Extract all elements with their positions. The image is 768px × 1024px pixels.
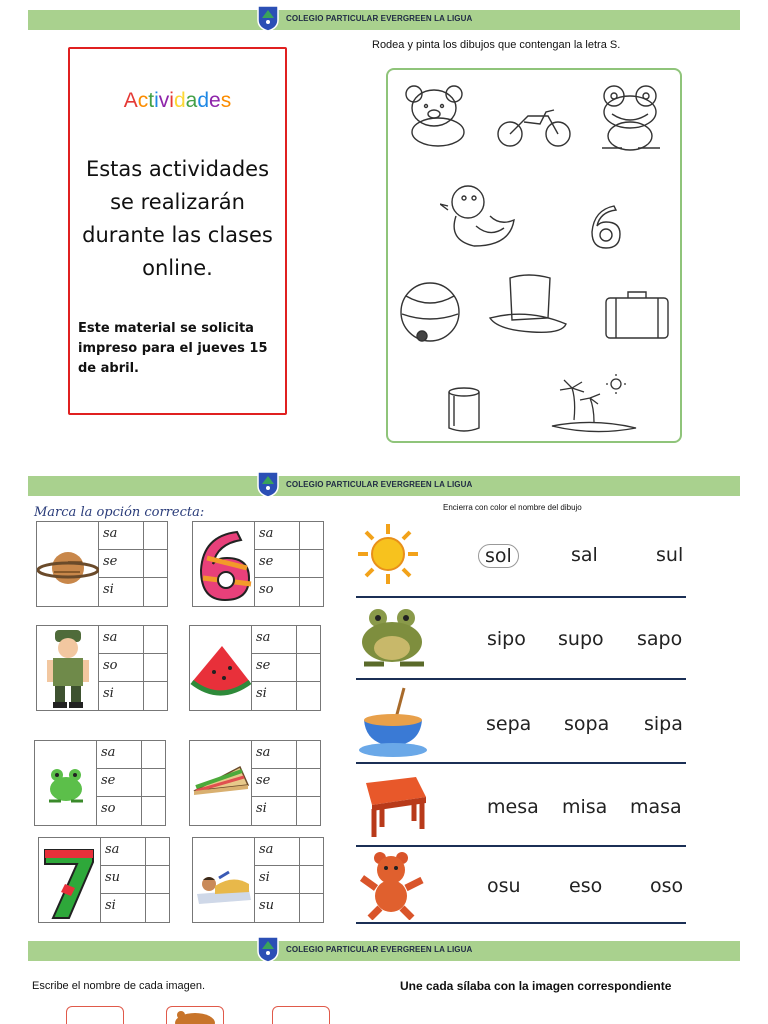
syllable-option: se bbox=[256, 773, 271, 788]
bear-icon bbox=[402, 82, 476, 148]
number-six-icon bbox=[584, 200, 628, 254]
can-icon bbox=[446, 386, 482, 434]
suitcase-icon bbox=[604, 290, 670, 340]
syllable-option: se bbox=[103, 554, 118, 569]
syllable-card bbox=[36, 521, 168, 607]
syllable-card bbox=[34, 740, 166, 826]
school-banner bbox=[28, 476, 740, 496]
syllable-option: sa bbox=[103, 526, 118, 541]
school-name: COLEGIO PARTICULAR EVERGREEN LA LIGUA bbox=[286, 480, 473, 489]
divider bbox=[356, 678, 686, 680]
circle-instruction: Rodea y pinta los dibujos que contengan la letra S. bbox=[372, 39, 621, 51]
syllable-option: so bbox=[101, 801, 116, 816]
title-letter: d bbox=[173, 89, 186, 112]
answer-box[interactable] bbox=[143, 626, 167, 653]
syllable-option: se bbox=[101, 773, 116, 788]
school-banner bbox=[28, 941, 740, 961]
syllable-option: si bbox=[103, 686, 114, 701]
circle-word-instruction: Encierra con color el nombre del dibujo bbox=[443, 503, 582, 512]
syllable-card bbox=[189, 625, 321, 711]
frog-icon bbox=[598, 82, 664, 152]
syllable-option: sa bbox=[105, 842, 120, 857]
hat-icon bbox=[488, 272, 568, 338]
mark-option-instruction: Marca la opción correcta: bbox=[34, 505, 205, 520]
syllable-option: su bbox=[105, 870, 121, 885]
answer-box[interactable] bbox=[299, 894, 323, 922]
syllable-option: se bbox=[259, 554, 274, 569]
school-crest-icon bbox=[256, 935, 280, 963]
word-option[interactable]: sipo bbox=[487, 628, 526, 650]
word-option[interactable]: sapo bbox=[637, 628, 683, 650]
answer-box[interactable] bbox=[296, 797, 320, 825]
answer-box[interactable] bbox=[143, 550, 167, 577]
syllable-option: si bbox=[256, 686, 267, 701]
table-icon bbox=[356, 773, 428, 843]
word-option[interactable]: supo bbox=[558, 628, 604, 650]
title-letter: v bbox=[158, 89, 170, 112]
pictures-frame bbox=[386, 68, 682, 443]
syllable-card bbox=[192, 521, 324, 607]
word-row bbox=[356, 516, 686, 598]
syllable-option: se bbox=[256, 658, 271, 673]
title-letter: a bbox=[185, 89, 198, 112]
syllable-option: si bbox=[259, 870, 270, 885]
word-option[interactable]: osu bbox=[487, 875, 521, 897]
answer-box[interactable] bbox=[296, 626, 320, 653]
word-option[interactable]: masa bbox=[630, 796, 682, 818]
syllable-option: sa bbox=[259, 526, 274, 541]
notice-title bbox=[70, 89, 285, 113]
syllable-option: sa bbox=[103, 630, 118, 645]
answer-box[interactable] bbox=[143, 654, 167, 681]
answer-box[interactable] bbox=[141, 769, 165, 796]
answer-box[interactable] bbox=[141, 797, 165, 825]
syllable-option: si bbox=[103, 582, 114, 597]
soldier-icon bbox=[37, 626, 99, 710]
answer-box[interactable] bbox=[299, 866, 323, 893]
notice-body: Estas actividades se realizarán durante las clases online. bbox=[82, 157, 273, 280]
frog-icon bbox=[35, 741, 97, 825]
answer-box[interactable] bbox=[296, 769, 320, 796]
title-letter: e bbox=[209, 89, 221, 112]
ball-icon bbox=[398, 280, 462, 344]
word-row bbox=[356, 598, 686, 680]
syllable-option: si bbox=[256, 801, 267, 816]
answer-box[interactable] bbox=[143, 578, 167, 606]
syllable-option: sa bbox=[101, 745, 116, 760]
title-letter: d bbox=[197, 89, 210, 112]
title-letter: c bbox=[137, 89, 149, 112]
syllable-option: so bbox=[103, 658, 118, 673]
activities-notice bbox=[68, 47, 287, 415]
title-letter: i bbox=[154, 89, 159, 112]
number-seven-icon bbox=[39, 838, 101, 922]
island-icon bbox=[550, 370, 638, 436]
word-option[interactable]: sal bbox=[571, 544, 598, 566]
answer-box[interactable] bbox=[141, 741, 165, 768]
sleeping-boy-icon bbox=[193, 838, 255, 922]
word-row bbox=[356, 840, 686, 922]
answer-box[interactable] bbox=[145, 838, 169, 865]
title-letter: t bbox=[148, 89, 155, 112]
word-row bbox=[356, 765, 686, 847]
school-crest-icon bbox=[256, 4, 280, 32]
match-syllable-instruction: Une cada sílaba con la imagen correspondiente bbox=[400, 979, 672, 993]
motorcycle-icon bbox=[496, 100, 574, 150]
title-letter: A bbox=[123, 89, 138, 112]
word-option[interactable]: sol bbox=[478, 544, 519, 568]
soup-bowl-icon bbox=[356, 686, 430, 760]
syllable-card bbox=[38, 837, 170, 923]
syllable-option: sa bbox=[259, 842, 274, 857]
answer-box[interactable] bbox=[145, 894, 169, 922]
syllable-card bbox=[189, 740, 321, 826]
word-option[interactable]: misa bbox=[562, 796, 608, 818]
school-banner bbox=[28, 10, 740, 30]
answer-box[interactable] bbox=[299, 578, 323, 606]
school-name: COLEGIO PARTICULAR EVERGREEN LA LIGUA bbox=[286, 14, 473, 23]
sandwich-icon bbox=[190, 741, 252, 825]
title-letter: i bbox=[169, 89, 174, 112]
answer-box[interactable] bbox=[296, 741, 320, 768]
word-option[interactable]: mesa bbox=[487, 796, 539, 818]
divider bbox=[356, 922, 686, 924]
syllable-card bbox=[192, 837, 324, 923]
answer-box[interactable] bbox=[299, 522, 323, 549]
bear-icon bbox=[167, 1007, 223, 1024]
saturn-icon bbox=[37, 522, 99, 606]
syllable-option: sa bbox=[256, 745, 271, 760]
word-option[interactable]: sepa bbox=[486, 713, 532, 735]
syllable-option: so bbox=[259, 582, 274, 597]
syllable-option: sa bbox=[256, 630, 271, 645]
answer-box[interactable] bbox=[143, 682, 167, 710]
word-option[interactable]: eso bbox=[569, 875, 603, 897]
word-option[interactable]: sipa bbox=[644, 713, 683, 735]
word-option[interactable]: sul bbox=[656, 544, 684, 566]
image-box bbox=[166, 1006, 224, 1024]
word-option[interactable]: oso bbox=[650, 875, 684, 897]
syllable-card bbox=[36, 625, 168, 711]
word-row bbox=[356, 682, 686, 764]
watermelon-icon bbox=[190, 626, 252, 710]
image-box bbox=[66, 1006, 124, 1024]
duck-icon bbox=[440, 180, 520, 252]
school-name: COLEGIO PARTICULAR EVERGREEN LA LIGUA bbox=[286, 945, 473, 954]
answer-box[interactable] bbox=[143, 522, 167, 549]
answer-box[interactable] bbox=[296, 682, 320, 710]
title-letter: s bbox=[220, 89, 232, 112]
answer-box[interactable] bbox=[299, 838, 323, 865]
notice-note: Este material se solicita impreso para el jueves 15 de abril. bbox=[78, 321, 268, 376]
image-box bbox=[272, 1006, 330, 1024]
teddy-bear-icon bbox=[356, 850, 428, 920]
answer-box[interactable] bbox=[299, 550, 323, 577]
sun-icon bbox=[356, 522, 420, 586]
number-six-icon bbox=[193, 522, 255, 606]
answer-box[interactable] bbox=[145, 866, 169, 893]
toad-icon bbox=[358, 602, 430, 672]
syllable-option: si bbox=[105, 898, 116, 913]
divider bbox=[356, 762, 686, 764]
school-crest-icon bbox=[256, 470, 280, 498]
answer-box[interactable] bbox=[296, 654, 320, 681]
syllable-option: su bbox=[259, 898, 275, 913]
word-option[interactable]: sopa bbox=[564, 713, 610, 735]
write-name-instruction: Escribe el nombre de cada imagen. bbox=[32, 980, 206, 992]
